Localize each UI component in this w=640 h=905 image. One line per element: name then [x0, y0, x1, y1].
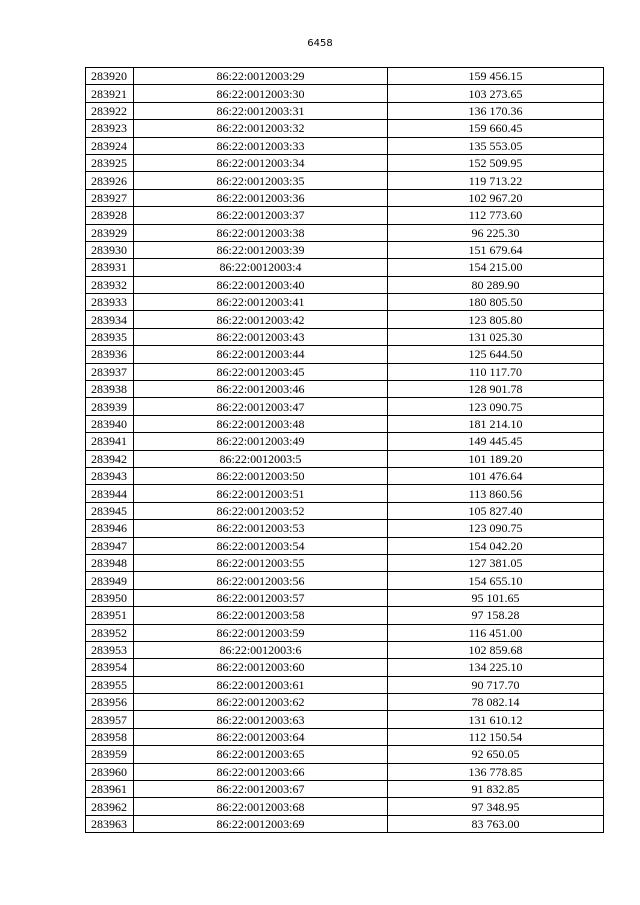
- row-number-cell: 283929: [86, 224, 134, 241]
- row-number-cell: 283944: [86, 485, 134, 502]
- row-number-cell: 283935: [86, 328, 134, 345]
- cadastral-value-cell: 131 025.30: [388, 328, 604, 345]
- table-row: [86, 294, 604, 311]
- cadastral-number-cell: 86:22:0012003:46: [134, 381, 388, 398]
- table-row: [86, 572, 604, 589]
- cadastral-value-cell: 127 381.05: [388, 554, 604, 571]
- row-number-cell: 283955: [86, 676, 134, 693]
- cadastral-value-cell: 159 456.15: [388, 68, 604, 85]
- table-row: [86, 172, 604, 189]
- cadastral-number-cell: 86:22:0012003:52: [134, 502, 388, 519]
- cadastral-value-cell: 159 660.45: [388, 120, 604, 137]
- table-row: [86, 485, 604, 502]
- table-row: [86, 520, 604, 537]
- table-row: [86, 676, 604, 693]
- cadastral-number-cell: 86:22:0012003:44: [134, 346, 388, 363]
- cadastral-number-cell: 86:22:0012003:48: [134, 415, 388, 432]
- table-row: [86, 433, 604, 450]
- row-number-cell: 283939: [86, 398, 134, 415]
- cadastral-value-cell: 123 090.75: [388, 398, 604, 415]
- page-number: 6458: [307, 38, 333, 49]
- cadastral-number-cell: 86:22:0012003:63: [134, 711, 388, 728]
- table-row: [86, 746, 604, 763]
- cadastral-number-cell: 86:22:0012003:66: [134, 763, 388, 780]
- cadastral-number-cell: 86:22:0012003:62: [134, 694, 388, 711]
- cadastral-number-cell: 86:22:0012003:29: [134, 68, 388, 85]
- cadastral-value-cell: 103 273.65: [388, 85, 604, 102]
- cadastral-value-table: [85, 67, 604, 833]
- table-row: [86, 694, 604, 711]
- cadastral-value-cell: 105 827.40: [388, 502, 604, 519]
- cadastral-number-cell: 86:22:0012003:69: [134, 815, 388, 832]
- table-row: [86, 328, 604, 345]
- cadastral-value-cell: 97 158.28: [388, 607, 604, 624]
- table-row: [86, 728, 604, 745]
- row-number-cell: 283938: [86, 381, 134, 398]
- cadastral-number-cell: 86:22:0012003:35: [134, 172, 388, 189]
- row-number-cell: 283933: [86, 294, 134, 311]
- cadastral-value-cell: 154 655.10: [388, 572, 604, 589]
- row-number-cell: 283931: [86, 259, 134, 276]
- table-row: [86, 607, 604, 624]
- row-number-cell: 283920: [86, 68, 134, 85]
- cadastral-value-cell: 136 778.85: [388, 763, 604, 780]
- cadastral-value-cell: 123 805.80: [388, 311, 604, 328]
- table-row: [86, 120, 604, 137]
- row-number-cell: 283923: [86, 120, 134, 137]
- table-row: [86, 259, 604, 276]
- cadastral-number-cell: 86:22:0012003:31: [134, 102, 388, 119]
- table-row: [86, 450, 604, 467]
- row-number-cell: 283943: [86, 467, 134, 484]
- cadastral-number-cell: 86:22:0012003:30: [134, 85, 388, 102]
- row-number-cell: 283937: [86, 363, 134, 380]
- cadastral-value-cell: 128 901.78: [388, 381, 604, 398]
- row-number-cell: 283948: [86, 554, 134, 571]
- table-row: [86, 102, 604, 119]
- cadastral-value-cell: 102 859.68: [388, 641, 604, 658]
- table-row: [86, 537, 604, 554]
- row-number-cell: 283946: [86, 520, 134, 537]
- cadastral-number-cell: 86:22:0012003:50: [134, 467, 388, 484]
- table-row: [86, 381, 604, 398]
- cadastral-number-cell: 86:22:0012003:41: [134, 294, 388, 311]
- cadastral-number-cell: 86:22:0012003:61: [134, 676, 388, 693]
- table-row: [86, 781, 604, 798]
- row-number-cell: 283962: [86, 798, 134, 815]
- cadastral-value-cell: 154 042.20: [388, 537, 604, 554]
- cadastral-value-cell: 149 445.45: [388, 433, 604, 450]
- table-row: [86, 502, 604, 519]
- cadastral-number-cell: 86:22:0012003:56: [134, 572, 388, 589]
- row-number-cell: 283960: [86, 763, 134, 780]
- table-row: [86, 763, 604, 780]
- cadastral-value-cell: 125 644.50: [388, 346, 604, 363]
- cadastral-value-cell: 83 763.00: [388, 815, 604, 832]
- row-number-cell: 283947: [86, 537, 134, 554]
- row-number-cell: 283951: [86, 607, 134, 624]
- cadastral-value-cell: 154 215.00: [388, 259, 604, 276]
- table-row: [86, 363, 604, 380]
- row-number-cell: 283926: [86, 172, 134, 189]
- row-number-cell: 283961: [86, 781, 134, 798]
- table-row: [86, 624, 604, 641]
- cadastral-value-cell: 112 150.54: [388, 728, 604, 745]
- cadastral-number-cell: 86:22:0012003:6: [134, 641, 388, 658]
- cadastral-value-cell: 80 289.90: [388, 276, 604, 293]
- table-row: [86, 398, 604, 415]
- cadastral-value-cell: 91 832.85: [388, 781, 604, 798]
- row-number-cell: 283957: [86, 711, 134, 728]
- table-row: [86, 241, 604, 258]
- cadastral-number-cell: 86:22:0012003:47: [134, 398, 388, 415]
- cadastral-value-cell: 102 967.20: [388, 189, 604, 206]
- cadastral-value-cell: 90 717.70: [388, 676, 604, 693]
- row-number-cell: 283925: [86, 154, 134, 171]
- cadastral-value-cell: 113 860.56: [388, 485, 604, 502]
- row-number-cell: 283928: [86, 207, 134, 224]
- table-row: [86, 815, 604, 832]
- cadastral-value-cell: 97 348.95: [388, 798, 604, 815]
- table-row: [86, 711, 604, 728]
- cadastral-value-cell: 181 214.10: [388, 415, 604, 432]
- table-row: [86, 137, 604, 154]
- cadastral-number-cell: 86:22:0012003:64: [134, 728, 388, 745]
- cadastral-number-cell: 86:22:0012003:34: [134, 154, 388, 171]
- cadastral-number-cell: 86:22:0012003:36: [134, 189, 388, 206]
- cadastral-number-cell: 86:22:0012003:68: [134, 798, 388, 815]
- table-row: [86, 415, 604, 432]
- table-body: [86, 68, 604, 833]
- cadastral-number-cell: 86:22:0012003:37: [134, 207, 388, 224]
- row-number-cell: 283954: [86, 659, 134, 676]
- row-number-cell: 283934: [86, 311, 134, 328]
- table-row: [86, 276, 604, 293]
- cadastral-number-cell: 86:22:0012003:51: [134, 485, 388, 502]
- cadastral-number-cell: 86:22:0012003:45: [134, 363, 388, 380]
- cadastral-number-cell: 86:22:0012003:58: [134, 607, 388, 624]
- row-number-cell: 283932: [86, 276, 134, 293]
- table-row: [86, 207, 604, 224]
- row-number-cell: 283924: [86, 137, 134, 154]
- row-number-cell: 283952: [86, 624, 134, 641]
- cadastral-number-cell: 86:22:0012003:40: [134, 276, 388, 293]
- cadastral-value-cell: 96 225.30: [388, 224, 604, 241]
- table-row: [86, 589, 604, 606]
- row-number-cell: 283927: [86, 189, 134, 206]
- row-number-cell: 283945: [86, 502, 134, 519]
- row-number-cell: 283958: [86, 728, 134, 745]
- table-row: [86, 346, 604, 363]
- cadastral-number-cell: 86:22:0012003:53: [134, 520, 388, 537]
- row-number-cell: 283963: [86, 815, 134, 832]
- cadastral-value-cell: 136 170.36: [388, 102, 604, 119]
- row-number-cell: 283936: [86, 346, 134, 363]
- row-number-cell: 283942: [86, 450, 134, 467]
- cadastral-value-cell: 78 082.14: [388, 694, 604, 711]
- cadastral-value-cell: 101 189.20: [388, 450, 604, 467]
- cadastral-number-cell: 86:22:0012003:65: [134, 746, 388, 763]
- cadastral-number-cell: 86:22:0012003:33: [134, 137, 388, 154]
- table-row: [86, 798, 604, 815]
- table-row: [86, 554, 604, 571]
- cadastral-number-cell: 86:22:0012003:55: [134, 554, 388, 571]
- row-number-cell: 283956: [86, 694, 134, 711]
- row-number-cell: 283950: [86, 589, 134, 606]
- cadastral-value-cell: 180 805.50: [388, 294, 604, 311]
- cadastral-number-cell: 86:22:0012003:4: [134, 259, 388, 276]
- cadastral-number-cell: 86:22:0012003:32: [134, 120, 388, 137]
- table-row: [86, 467, 604, 484]
- cadastral-number-cell: 86:22:0012003:60: [134, 659, 388, 676]
- cadastral-value-cell: 151 679.64: [388, 241, 604, 258]
- table-row: [86, 224, 604, 241]
- row-number-cell: 283922: [86, 102, 134, 119]
- cadastral-number-cell: 86:22:0012003:59: [134, 624, 388, 641]
- cadastral-number-cell: 86:22:0012003:57: [134, 589, 388, 606]
- table-row: [86, 189, 604, 206]
- cadastral-value-cell: 112 773.60: [388, 207, 604, 224]
- cadastral-number-cell: 86:22:0012003:54: [134, 537, 388, 554]
- cadastral-number-cell: 86:22:0012003:39: [134, 241, 388, 258]
- cadastral-number-cell: 86:22:0012003:38: [134, 224, 388, 241]
- table-row: [86, 311, 604, 328]
- row-number-cell: 283953: [86, 641, 134, 658]
- row-number-cell: 283930: [86, 241, 134, 258]
- table-row: [86, 85, 604, 102]
- cadastral-value-cell: 134 225.10: [388, 659, 604, 676]
- cadastral-number-cell: 86:22:0012003:42: [134, 311, 388, 328]
- cadastral-value-cell: 131 610.12: [388, 711, 604, 728]
- cadastral-value-cell: 92 650.05: [388, 746, 604, 763]
- row-number-cell: 283921: [86, 85, 134, 102]
- cadastral-number-cell: 86:22:0012003:5: [134, 450, 388, 467]
- table-row: [86, 68, 604, 85]
- cadastral-value-cell: 101 476.64: [388, 467, 604, 484]
- cadastral-number-cell: 86:22:0012003:67: [134, 781, 388, 798]
- cadastral-number-cell: 86:22:0012003:49: [134, 433, 388, 450]
- row-number-cell: 283941: [86, 433, 134, 450]
- table-row: [86, 641, 604, 658]
- cadastral-value-cell: 152 509.95: [388, 154, 604, 171]
- row-number-cell: 283940: [86, 415, 134, 432]
- cadastral-value-cell: 110 117.70: [388, 363, 604, 380]
- row-number-cell: 283949: [86, 572, 134, 589]
- table-row: [86, 659, 604, 676]
- cadastral-value-cell: 95 101.65: [388, 589, 604, 606]
- row-number-cell: 283959: [86, 746, 134, 763]
- cadastral-value-cell: 135 553.05: [388, 137, 604, 154]
- cadastral-value-cell: 116 451.00: [388, 624, 604, 641]
- cadastral-value-cell: 119 713.22: [388, 172, 604, 189]
- table-row: [86, 154, 604, 171]
- cadastral-number-cell: 86:22:0012003:43: [134, 328, 388, 345]
- cadastral-value-cell: 123 090.75: [388, 520, 604, 537]
